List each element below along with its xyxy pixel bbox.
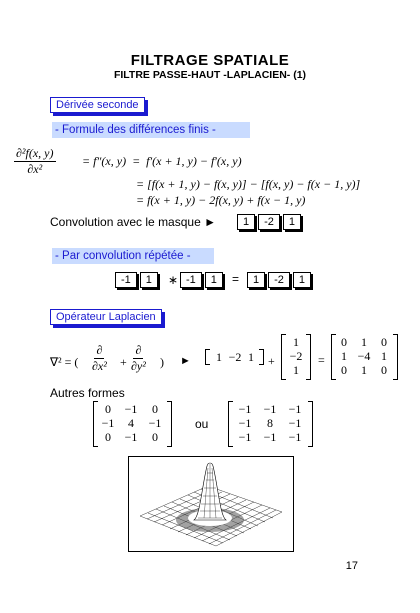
matrix-entry: 0 [152,430,158,444]
conv-cell: 1 [205,272,223,288]
mask-cells [237,214,304,230]
conv-cell: 1 [247,272,265,288]
bracket [308,401,313,447]
matrix-entry: −1 [263,430,277,444]
matrix-entry: 8 [267,416,273,430]
matrix-entry: 1 [216,350,222,364]
matrix-entry: −1 [288,430,302,444]
matrix-entry: −1 [148,416,162,430]
row-vector [212,350,258,365]
lhs-fraction [14,146,56,177]
mask-cell: 1 [283,214,301,230]
matrix-entry: −1 [238,416,252,430]
matrix-form-2 [233,402,307,444]
matrix-entry: 0 [152,402,158,416]
matrix-entry: −2 [228,350,242,364]
matrix-entry: −1 [288,416,302,430]
conv-b-cells [180,272,226,288]
conv-a-cells [115,272,161,288]
conv-cell: 1 [140,272,158,288]
matrix-entry: −4 [357,349,371,363]
matrix-entry: 1 [341,349,347,363]
matrix-form-1 [98,402,166,444]
equation-line-1: = f″(x, y) = f′(x + 1, y) − f′(x, y) [82,154,242,168]
section-box-derivee: Dérivée seconde [50,97,145,113]
formule-heading: - Formule des différences finis - [55,124,216,136]
convolution-label: Convolution avec le masque ► [50,215,216,229]
d2-fraction [131,343,146,374]
matrix-entry: 0 [105,430,111,444]
autres-formes-label: Autres formes [50,386,125,400]
matrix-entry: −1 [238,402,252,416]
laplacian-result-matrix [335,335,393,377]
matrix-entry: 1 [248,350,254,364]
matrix-entry: 1 [293,335,299,349]
d2-numerator: ∂ [135,343,142,357]
matrix-entry: 4 [128,416,134,430]
matrix-entry: −1 [101,416,115,430]
matrix-entry: 0 [381,363,387,377]
nabla-symbol: ∇² = ( [50,355,79,369]
mask-cell: -2 [258,214,280,230]
bracket [259,349,264,365]
par-convolution-heading: - Par convolution répétée - [55,250,191,262]
mask-cell: 1 [237,214,255,230]
arrow-icon: ► [180,355,191,367]
matrix-entry: −1 [238,430,252,444]
plus-sign: + [120,355,127,369]
matrix-entry: 0 [341,335,347,349]
matrix-entry: 0 [341,363,347,377]
bracket [205,349,210,365]
matrix-entry: −1 [124,402,138,416]
matrix-entry: 1 [361,363,367,377]
matrix-entry: 0 [381,335,387,349]
matrix-entry: 1 [381,349,387,363]
conv-result-cells [247,272,314,288]
d1-fraction [92,343,107,374]
conv-cell: -1 [180,272,202,288]
d2-denominator: ∂y² [131,359,146,373]
page-number: 17 [345,560,358,572]
bracket [167,401,172,447]
d1-denominator: ∂x² [92,359,107,373]
page-subtitle: FILTRE PASSE-HAUT -LAPLACIEN- (1) [113,69,307,81]
matrix-entry: 1 [293,363,299,377]
matrix-entry: 0 [105,402,111,416]
bracket [393,334,398,380]
matrix-entry: −1 [288,402,302,416]
plus-sign-2: + [268,354,275,368]
ou-label: ou [195,417,209,431]
laplacian-surface-image [128,456,294,552]
matrix-entry: −1 [124,430,138,444]
equals-sign: = [318,353,325,367]
equation-line-3: = f(x + 1, y) − 2f(x, y) + f(x − 1, y) [136,193,306,207]
section-box-laplacien: Opérateur Laplacien [50,309,162,325]
conv-equals: = [232,272,240,286]
matrix-entry: −1 [263,402,277,416]
close-paren: ) [160,355,164,369]
conv-star: ∗ [168,273,179,287]
lhs-numerator: ∂²f(x, y) [16,146,54,160]
lhs-denominator: ∂x² [27,162,43,176]
page-title: FILTRAGE SPATIALE [130,52,290,69]
matrix-entry: −2 [289,349,303,363]
conv-cell: -2 [268,272,290,288]
matrix-entry: 1 [361,335,367,349]
column-vector [286,335,306,377]
d1-numerator: ∂ [96,343,103,357]
conv-cell: -1 [115,272,137,288]
conv-cell: 1 [293,272,311,288]
equation-line-2: = [f(x + 1, y) − f(x, y)] − [f(x, y) − f(x − 1, y)] [136,177,361,191]
bracket [306,334,311,380]
